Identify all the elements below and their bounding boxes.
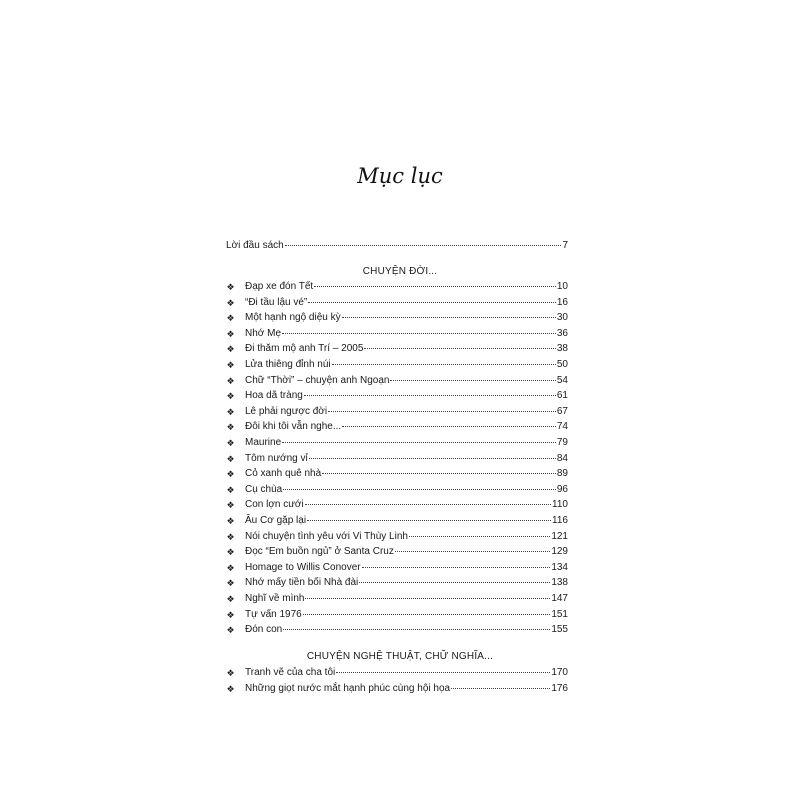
bullet-icon: ❖ [226, 562, 235, 573]
toc-entry-page: 50 [556, 359, 568, 370]
dot-leader [395, 551, 550, 552]
toc-entry-page: 138 [551, 577, 568, 589]
toc-entry-page: 36 [556, 327, 568, 339]
dot-leader [305, 598, 550, 599]
bullet-icon: ❖ [226, 578, 235, 589]
toc-entry-page: 121 [551, 530, 568, 542]
bullet-icon: ❖ [226, 313, 235, 324]
bullet-icon: ❖ [226, 594, 235, 604]
toc-entry-label: Chữ “Thời” – chuyện anh Ngoạn [245, 374, 390, 386]
bullet-icon: ❖ [226, 344, 235, 355]
toc-entry-page: 129 [551, 546, 568, 558]
bullet-icon: ❖ [226, 531, 235, 542]
dot-leader [305, 504, 551, 505]
toc-entry-page: 151 [551, 608, 568, 620]
toc-entry-label: Nghĩ về mình [245, 593, 305, 604]
dot-leader [364, 348, 555, 349]
toc-entry-page: 30 [556, 312, 568, 324]
dot-leader [285, 245, 562, 246]
dot-leader [304, 395, 556, 396]
toc-entry [245, 468, 568, 480]
toc-entry [245, 667, 568, 679]
toc-entry [245, 531, 568, 543]
toc-entry-page: 89 [556, 468, 568, 480]
bullet-icon: ❖ [226, 668, 235, 678]
dot-leader [409, 536, 550, 537]
toc-entry-label: Một hạnh ngộ diệu kỳ [245, 312, 341, 324]
bullet-icon: ❖ [226, 484, 235, 495]
toc-entry-page: 176 [551, 682, 568, 694]
dot-leader [362, 567, 551, 568]
dot-leader [390, 380, 555, 381]
toc-entry-label: Lửa thiêng đỉnh núi [245, 359, 331, 370]
toc-entry [245, 406, 568, 418]
dot-leader [328, 411, 556, 412]
bullet-icon: ❖ [226, 375, 235, 386]
bullet-icon: ❖ [226, 406, 235, 417]
toc-entry-label: Cụ chùa [245, 483, 283, 495]
toc-entry-page: 7 [562, 240, 568, 251]
toc-entry [245, 437, 568, 449]
bullet-icon: ❖ [226, 516, 235, 526]
toc-entry-page: 110 [552, 499, 568, 511]
section-heading-art: CHUYỆN NGHỆ THUẬT, CHỮ NGHĨA... [306, 651, 494, 662]
toc-entry [245, 328, 568, 340]
bullet-icon: ❖ [226, 391, 235, 402]
dot-leader [332, 364, 556, 365]
bullet-icon: ❖ [226, 609, 235, 620]
toc-entry [245, 577, 568, 589]
bullet-icon: ❖ [226, 422, 235, 433]
bullet-icon: ❖ [226, 547, 235, 558]
dot-leader [283, 629, 550, 630]
bullet-icon: ❖ [226, 683, 235, 694]
toc-entry-label: Tôm nướng vỉ [245, 452, 308, 464]
dot-leader [283, 489, 556, 490]
dot-leader [359, 582, 550, 583]
toc-entry-label: Nhớ Mẹ [245, 327, 282, 339]
bullet-icon: ❖ [226, 297, 235, 308]
toc-entry-label: Cỏ xanh quê nhà [245, 468, 322, 480]
toc-entry-page: 170 [551, 667, 568, 678]
toc-entry-label: Con lợn cưới [245, 499, 304, 511]
toc-entry-preface [226, 240, 568, 252]
dot-leader [342, 426, 556, 427]
toc-entry [245, 562, 568, 574]
bullet-icon: ❖ [226, 328, 235, 339]
toc-entry-page: 79 [556, 437, 568, 448]
toc-entry [245, 546, 568, 558]
toc-entry [245, 609, 568, 621]
toc-entry-page: 147 [551, 593, 568, 604]
toc-entry-label: Tự vấn 1976 [245, 608, 302, 620]
bullet-icon: ❖ [226, 469, 235, 480]
toc-entry-label: Những giọt nước mắt hạnh phúc cùng hội họa [245, 682, 451, 694]
toc-entry [245, 359, 568, 371]
bullet-icon: ❖ [226, 438, 235, 448]
toc-entry [245, 593, 568, 605]
toc-entry-page: 84 [556, 452, 568, 464]
page-title: Mục lục [357, 164, 443, 188]
toc-entry-label: Tranh vẽ của cha tôi [245, 667, 336, 678]
toc-entry [245, 515, 568, 527]
dot-leader [308, 302, 556, 303]
toc-entry-label: Đi thăm mộ anh Trí – 2005 [245, 343, 364, 355]
toc-entry-page: 10 [556, 281, 568, 292]
toc-entry [245, 484, 568, 496]
toc-entry [245, 281, 568, 293]
toc-entry [245, 312, 568, 324]
toc-entry-label: Đôi khi tôi vẫn nghe... [245, 421, 342, 433]
toc-entry-label: Lê phải ngược đời [245, 405, 328, 417]
toc-entry-label: Maurine [245, 437, 282, 448]
bullet-icon: ❖ [226, 453, 235, 464]
toc-entry-label: Nói chuyện tình yêu với Vi Thùy Linh [245, 530, 408, 542]
bullet-icon: ❖ [226, 500, 235, 511]
toc-entry-label: Đạp xe đón Tết [245, 281, 314, 292]
toc-entry-label: Âu Cơ gặp lại [245, 515, 307, 526]
bullet-icon: ❖ [226, 625, 235, 636]
toc-entry-label: Lời đầu sách [226, 240, 284, 251]
toc-entry-page: 116 [552, 515, 568, 526]
bullet-icon: ❖ [226, 282, 235, 292]
toc-entry [245, 343, 568, 355]
toc-entry-page: 16 [556, 296, 568, 308]
toc-entry [245, 683, 568, 695]
toc-entry-label: Hoa dã tràng [245, 390, 303, 402]
dot-leader [309, 458, 556, 459]
toc-entry-label: Homage to Willis Conover [245, 561, 361, 573]
toc-entry [245, 390, 568, 402]
dot-leader [282, 442, 556, 443]
toc-entry-label: Đọc “Em buồn ngủ” ở Santa Cruz [245, 546, 394, 558]
dot-leader [307, 520, 551, 521]
toc-entry-page: 96 [556, 483, 568, 495]
toc-entry [245, 453, 568, 465]
toc-entry-page: 155 [551, 624, 568, 636]
toc-entry [245, 375, 568, 387]
toc-entry-page: 54 [556, 374, 568, 386]
toc-entry-page: 67 [556, 405, 568, 417]
toc-entry-label: Đón con [245, 624, 283, 636]
toc-entry-page: 61 [556, 390, 568, 402]
dot-leader [322, 473, 556, 474]
toc-entry-page: 74 [556, 421, 568, 433]
toc-entry [245, 297, 568, 309]
dot-leader [314, 286, 556, 287]
bullet-icon: ❖ [226, 360, 235, 370]
toc-entry [245, 624, 568, 636]
dot-leader [303, 614, 551, 615]
toc-entry [245, 421, 568, 433]
toc-entry-label: Nhớ mấy tiền bối Nhà đài [245, 577, 359, 589]
toc-entry-label: “Đi tầu lậu vé” [245, 296, 308, 308]
dot-leader [342, 317, 556, 318]
dot-leader [451, 688, 550, 689]
section-heading-life: CHUYỆN ĐỜI... [362, 266, 438, 277]
toc-entry-page: 134 [551, 561, 568, 573]
toc-entry-page: 38 [556, 343, 568, 355]
toc-entry [245, 499, 568, 511]
dot-leader [336, 672, 550, 673]
dot-leader [282, 333, 556, 334]
